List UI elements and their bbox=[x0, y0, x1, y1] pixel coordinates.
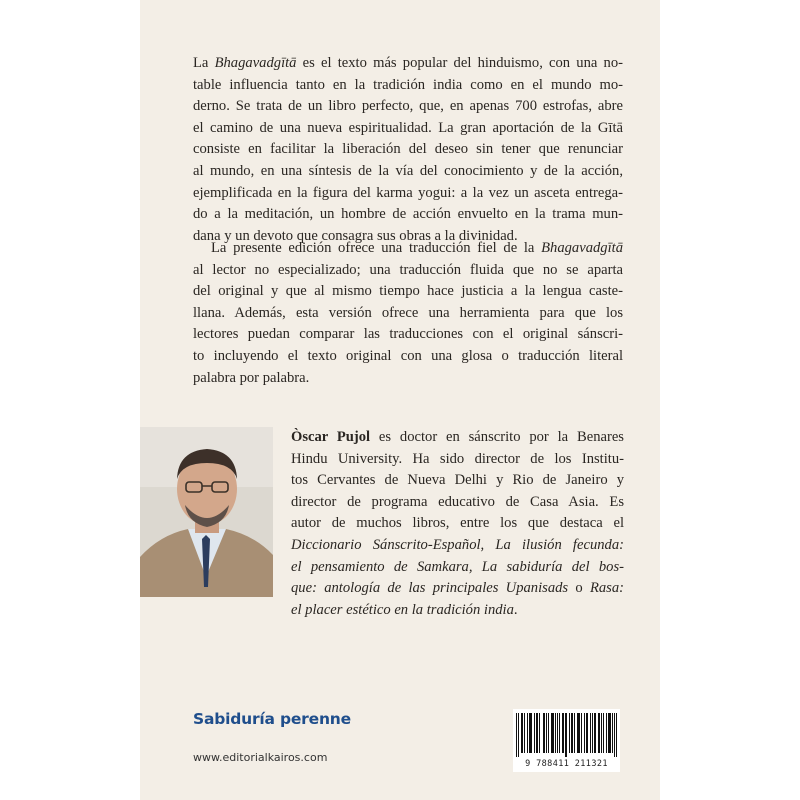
barcode-bar bbox=[543, 713, 544, 753]
barcode-bar bbox=[579, 713, 580, 753]
barcode-bar bbox=[566, 713, 567, 757]
barcode-bar bbox=[516, 713, 517, 757]
series-title: Sabiduría perenne bbox=[193, 710, 351, 728]
isbn-barcode bbox=[513, 709, 620, 772]
barcode-bar bbox=[565, 713, 566, 757]
barcode-bar bbox=[614, 713, 615, 757]
barcode-bar bbox=[594, 713, 595, 753]
text-line: Òscar Pujol es doctor en sánscrito por la Benares bbox=[291, 429, 624, 445]
barcode-bar bbox=[599, 713, 600, 753]
barcode-bar bbox=[577, 713, 578, 753]
barcode-bar bbox=[603, 713, 604, 753]
synopsis-paragraph-1 bbox=[193, 53, 623, 247]
text-line: tos Cervantes de Nueva Delhi y Rio de Janeiro y bbox=[291, 472, 624, 489]
text-line: consiste en facilitar la liberación del deseo sin tener que renunciar bbox=[193, 141, 623, 158]
barcode-bar bbox=[522, 713, 523, 753]
text-line: to incluyendo el texto original con una glosa o traducción literal bbox=[193, 347, 623, 364]
text-line: director de programa educativo de Casa Asia. Es bbox=[291, 493, 624, 510]
barcode-bar bbox=[529, 713, 530, 753]
text-line: al mundo, en una síntesis de la vía del conocimiento y de la acción, bbox=[193, 162, 623, 179]
text-line: palabra por palabra. bbox=[193, 369, 310, 386]
barcode-bar bbox=[608, 713, 609, 753]
text-line: lectores puedan comparar las traducciones con el original sánscri- bbox=[193, 326, 623, 343]
barcode-bar bbox=[539, 713, 540, 753]
barcode-bar bbox=[530, 713, 531, 753]
text-line: derno. Se trata de un libro perfecto, que, en apenas 700 estrofas, abre bbox=[193, 98, 623, 115]
text-line: table influencia tanto en la tradición india como en el mundo mo- bbox=[193, 76, 623, 93]
barcode-bar bbox=[586, 713, 587, 753]
barcode-bar bbox=[574, 713, 575, 753]
barcode-bar bbox=[572, 713, 573, 753]
text-line: del original y que al mismo tiempo hace justicia a la lengua caste- bbox=[193, 283, 623, 300]
barcode-bar bbox=[616, 713, 617, 757]
barcode-bar bbox=[581, 713, 582, 753]
text-line: que: antología de las principales Upanisads o Rasa: bbox=[291, 580, 624, 597]
text-line: el camino de una nueva espiritualidad. La gran aportación de la Gītā bbox=[193, 119, 623, 136]
text-line: al lector no especializado; una traducción fluida que no se aparta bbox=[193, 261, 623, 278]
barcode-bar bbox=[606, 713, 607, 753]
text-line: ejemplificada en la figura del karma yogui: a la vez un asceta entrega- bbox=[193, 184, 623, 201]
barcode-bar bbox=[536, 713, 537, 753]
barcode-bar bbox=[534, 713, 535, 753]
barcode-bar bbox=[571, 713, 572, 753]
publisher-website: www.editorialkairos.com bbox=[193, 751, 328, 764]
barcode-bar bbox=[609, 713, 610, 753]
barcode-bar bbox=[584, 713, 585, 753]
author-photo bbox=[140, 427, 273, 597]
barcode-bar bbox=[553, 713, 554, 753]
barcode-bar bbox=[548, 713, 549, 753]
text-line: Hindu University. Ha sido director de los Institu- bbox=[291, 450, 624, 467]
barcode-bar bbox=[524, 713, 525, 753]
barcode-bar bbox=[552, 713, 553, 753]
barcode-bar bbox=[537, 713, 538, 753]
text-line: el pensamiento de Samkara, La sabiduría del bos- bbox=[291, 558, 624, 575]
barcode-bar bbox=[592, 713, 593, 753]
barcode-bar bbox=[590, 713, 591, 753]
barcode-bar bbox=[612, 713, 613, 753]
barcode-bar bbox=[521, 713, 522, 753]
text-line: La Bhagavadgītā es el texto más popular del hinduismo, con una no- bbox=[193, 55, 624, 71]
barcode-bar bbox=[595, 713, 596, 753]
barcode-bar bbox=[578, 713, 579, 753]
barcode-bar bbox=[531, 713, 532, 753]
barcode-bar bbox=[598, 713, 599, 753]
text-line: el placer estético en la tradición india. bbox=[291, 601, 518, 618]
barcode-bar bbox=[557, 713, 558, 753]
barcode-bar bbox=[544, 713, 545, 753]
text-line: do a la meditación, un hombre de acción envuelto en la trama mun- bbox=[193, 206, 623, 223]
barcode-bar bbox=[569, 713, 570, 753]
text-line: dana y un devoto que consagra sus obras a la divinidad. bbox=[193, 227, 518, 244]
barcode-bar bbox=[546, 713, 547, 753]
barcode-bar bbox=[562, 713, 563, 753]
barcode-bar bbox=[563, 713, 564, 753]
text-line: llana. Además, esta versión ofrece una herramienta para que los bbox=[193, 304, 623, 321]
barcode-bar bbox=[555, 713, 556, 753]
barcode-bar bbox=[527, 713, 528, 753]
barcode-bar bbox=[559, 713, 560, 753]
text-line: Diccionario Sánscrito-Español, La ilusión fecunda: bbox=[291, 536, 624, 553]
text-line: autor de muchos libros, entre los que destaca el bbox=[291, 515, 624, 532]
barcode-bar bbox=[601, 713, 602, 753]
author-bio bbox=[291, 427, 624, 621]
text-line: La presente edición ofrece una traducción fiel de la Bhagavadgītā bbox=[211, 240, 623, 256]
synopsis-paragraph-2 bbox=[193, 238, 623, 389]
barcode-bar bbox=[518, 713, 519, 757]
barcode-bar bbox=[610, 713, 611, 753]
barcode-bar bbox=[551, 713, 552, 753]
barcode-bar bbox=[587, 713, 588, 753]
isbn-number: 9 788411 211321 bbox=[525, 759, 608, 769]
